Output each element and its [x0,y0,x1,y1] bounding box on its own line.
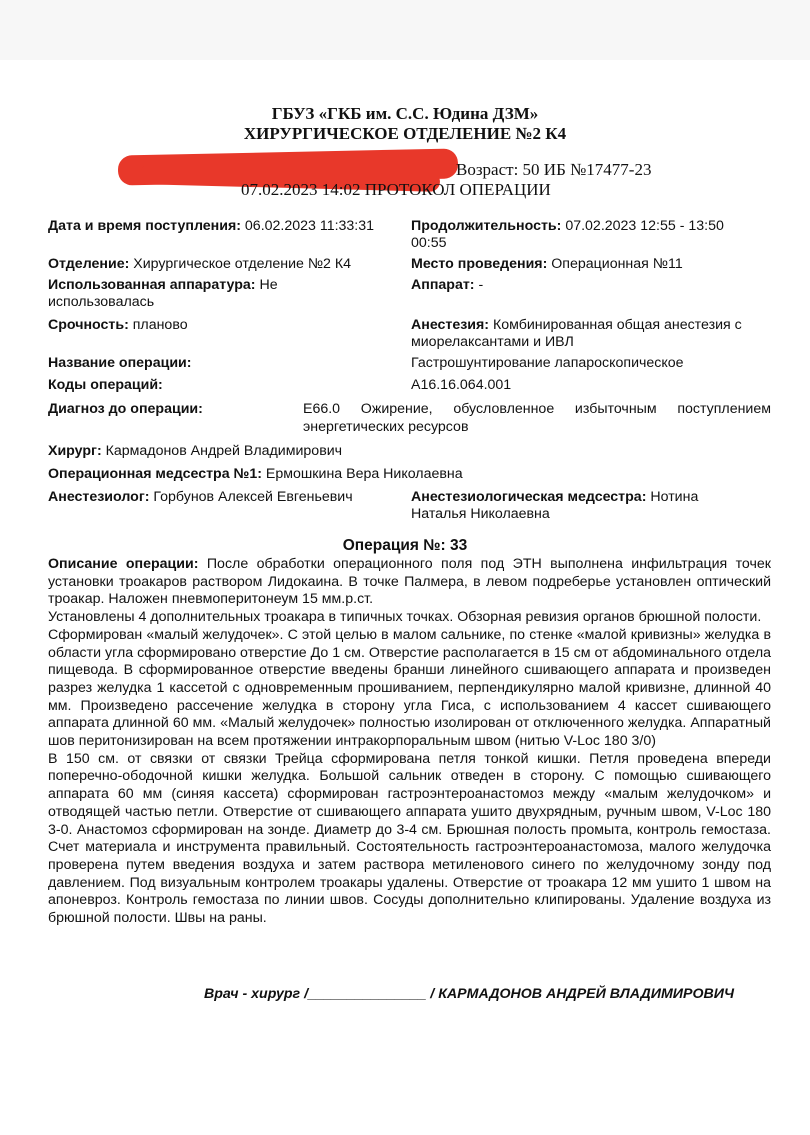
place-field: Место проведения: Операционная №11 [411,256,683,272]
description-paragraph-4: В 150 см. от связки от связки Трейца сформирована петля тонкой кишки. Петля проведена впереди поперечно-ободочной кишки желудка. Большой сальник отведен в сторону. С помощью сшивающего аппарата 60 мм (синяя кассета) сформирован гастроэнтероанастомоз между «малым желудочком» и отводящей частью петли. Отверстие от сшивающего аппарата ушито двухрядным, ручным швом, V-Loc 180 3-0. Анастомоз сформирован на зонде. Диаметр до 3-4 см. Брюшная полость промыта, контроль гемостаза. Счет материала и инструмента правильный. Состоятельность гастроэнтероанастомоза, малого желудочка проверена путем введения воздуха и затем раствора метиленового синего по желудочному зонду под давлением. Под визуальным контролем троакары удалены. Отверстие от троакара 12 мм ушито 1 швом на апоневроз. Контроль гемостаза по линии швов. Сосуды дополнительно клипированы. Удаление воздуха из брюшной полости. Швы на раны. [48,750,771,927]
anesthesia-field-cont: миорелаксантами и ИВЛ [411,334,574,350]
urgency-field: Срочность: планово [48,317,188,333]
status-bar [0,0,810,60]
anesth-nurse-field: Анестезиологическая медсестра: Нотина [411,489,699,505]
op-codes-label: Коды операций: [48,377,163,393]
diagnosis-label: Диагноз до операции: [48,401,203,417]
department-field: Отделение: Хирургическое отделение №2 К4 [48,256,352,272]
admission-field: Дата и время поступления: 06.02.2023 11:33:31 [48,218,375,234]
equipment-field-cont: использовалась [48,294,155,310]
op-name-label: Название операции: [48,355,192,371]
description-paragraph-1: Описание операции: После обработки операционного поля под ЭТН выполнена инфильтрация точек установки троакаров раствором Лидокаина. В точке Палмера, в левом подреберье установлен оптический троакар. Наложен пневмоперитонеум 15 мм.р.ст. [48,556,772,608]
description-paragraph-3: Сформирован «малый желудочек». С этой целью в малом сальнике, по стенке «малой кривизны» желудка в области угла сформировано отверстие До 1 см. Отверстие располагается в 15 см от абдоминального отдела пищевода. В сформированное отверстие введены бранши линейного сшивающего аппарата и произведен разрез желудка 1 кассетой с одновременным прошиванием, перпендикулярно малой кривизне, длинной 40 мм. Произведено рассечение желудка в сторону угла Гиса, с использованием 4 кассет сшивающего аппарата длинной 60 мм. «Малый желудочек» полностью изолирован от отключенного желудка. Аппаратный шов перитонизирован на всем протяжении интракорпоральным швом (нитью V-Loc 180 3/0) [48,626,771,750]
equipment-field: Использованная аппаратура: Не [48,277,278,293]
nurse-field: Операционная медсестра №1: Ермошкина Вера Николаевна [48,466,463,482]
anesth-nurse-field-cont: Наталья Николаевна [411,506,550,522]
hospital-name: ГБУЗ «ГКБ им. С.С. Юдина ДЗМ» [271,104,539,123]
operation-description [48,556,771,928]
apparatus-field: Аппарат: - [411,277,484,293]
operation-title: Операция №: 33 [342,537,468,554]
surgeon-field: Хирург: Кармадонов Андрей Владимирович [48,443,343,459]
surgeon-signature-line: Врач - хирург /_______________ / КАРМАДОНОВ АНДРЕЙ ВЛАДИМИРОВИЧ [204,986,735,1002]
op-codes-value: А16.16.064.001 [411,377,512,393]
protocol-title: 07.02.2023 14:02 ПРОТОКОЛ ОПЕРАЦИИ [241,180,551,199]
anesthesiologist-field: Анестезиолог: Горбунов Алексей Евгеньевич [48,489,353,505]
anesthesia-field: Анестезия: Комбинированная общая анестезия с [411,317,742,333]
patient-age-line: Возраст: 50 ИБ №17477-23 [456,160,652,179]
op-name-value: Гастрошунтирование лапароскопическое [411,355,684,371]
department-header: ХИРУРГИЧЕСКОЕ ОТДЕЛЕНИЕ №2 К4 [243,124,567,143]
diagnosis-value: Е66.0 Ожирение, обусловленное избыточным поступлением энергетических ресурсов [303,401,771,435]
duration-field: Продолжительность: 07.02.2023 12:55 - 13:50 [411,218,724,234]
duration-field-cont: 00:55 [411,235,447,251]
description-paragraph-2: Установлены 4 дополнительных троакара в типичных точках. Обзорная ревизия органов брюшной полости. [48,609,762,626]
